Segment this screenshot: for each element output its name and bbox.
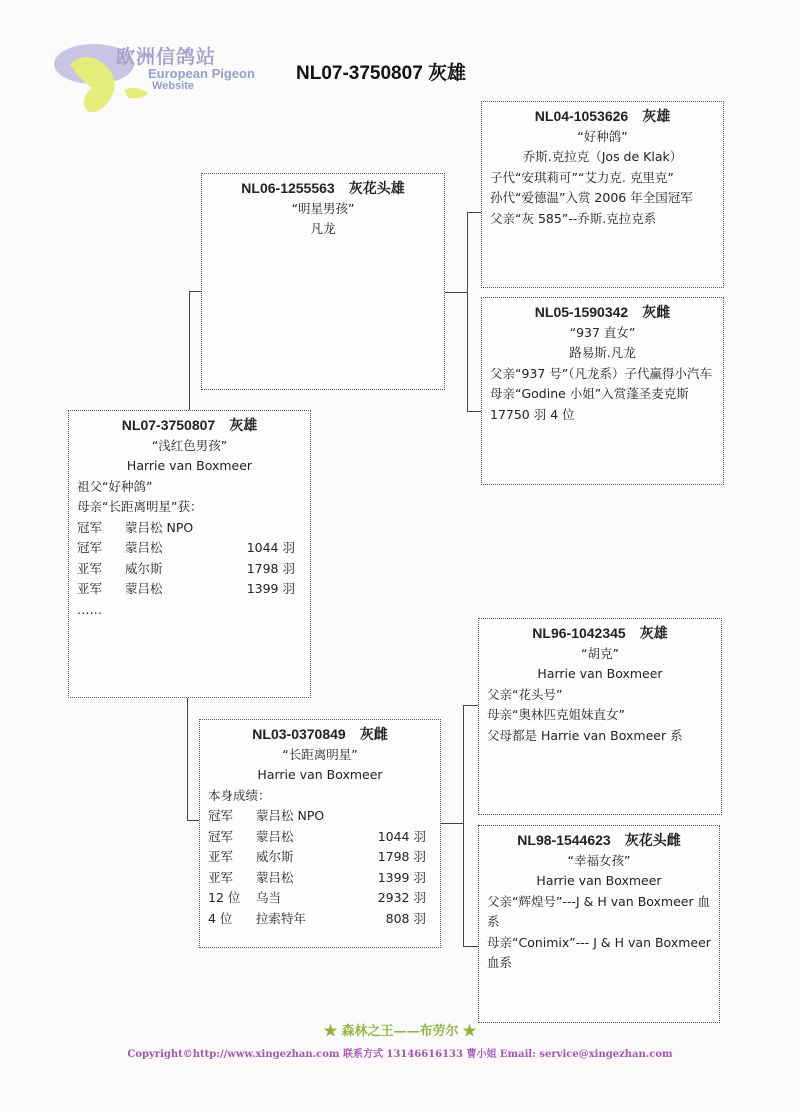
pedigree-box-sire-sire	[481, 101, 724, 288]
connector-subject-sire	[189, 291, 190, 411]
ring-number: NL07-3750807 灰雄	[121, 417, 258, 433]
bird-name: “胡克”	[581, 645, 619, 661]
result-row: 冠军 蒙吕松 1044 羽	[208, 828, 426, 844]
results-label: 本身成绩：	[208, 787, 271, 803]
connector-sire-sd	[467, 411, 481, 412]
result-row: 亚军 威尔斯 1798 羽	[208, 849, 426, 864]
result-row: 亚军 威尔斯 1798 羽	[77, 560, 295, 576]
bird-name: “浅红色男孩”	[151, 437, 228, 453]
bird-name: “好种鸽”	[577, 128, 628, 144]
connector-sire-v	[467, 212, 468, 412]
info-line: 父亲“花头号”	[487, 686, 563, 702]
result-row: 亚军 蒙吕松 1399 羽	[77, 581, 295, 596]
bird-name: “幸福女孩”	[567, 852, 631, 868]
ring-number: NL05-1590342 灰雌	[534, 304, 671, 320]
result-row: 冠军 蒙吕松 NPO	[208, 808, 325, 823]
info-line: 父母都是 Harrie van Boxmeer 系	[487, 727, 683, 743]
info-line: 父亲“灰 585”--乔斯.克拉克系	[490, 210, 657, 226]
pedigree-box-dam-dam	[478, 825, 720, 1023]
breeder: 路易斯.凡龙	[569, 345, 636, 360]
connector-dam-ds	[463, 705, 478, 706]
ring-number: NL03-0370849 灰雌	[252, 726, 388, 742]
result-row: 12 位 乌当 2932 羽	[208, 890, 426, 905]
bird-name: “明星男孩”	[291, 200, 355, 216]
info-line: 父亲“937 号”（凡龙系）子代赢得小汽车	[490, 365, 713, 381]
result-row: 亚军 蒙吕松 1399 羽	[208, 869, 426, 885]
breeder: Harrie van Boxmeer	[536, 873, 662, 888]
connector-subject-sire-h	[189, 291, 201, 292]
pedigree-box-subject	[68, 410, 311, 698]
logo-text-cn: 欧洲信鸽站	[116, 46, 217, 68]
breeder: Harrie van Boxmeer	[257, 767, 383, 782]
ring-number: NL06-1255563 灰花头雄	[241, 180, 405, 196]
footer-copyright: Copyright©http://www.xingezhan.com 联系方式 13146616133 曹小姐 Email: service@xingezhan.com	[127, 1049, 673, 1060]
bird-name: “长距离明星”	[282, 746, 358, 762]
footer-motto: ★ 森林之王——布劳尔 ★	[323, 1024, 477, 1039]
connector-dam-v	[463, 705, 464, 947]
result-row: 冠军 蒙吕松 NPO	[77, 519, 194, 535]
breeder: Harrie van Boxmeer	[537, 666, 663, 681]
breeder: 凡龙	[310, 221, 336, 236]
info-line: 祖父“好种鸽”	[77, 478, 153, 494]
info-line: 孙代“爱德温”入赏 2006 年全国冠军	[490, 190, 693, 205]
pedigree-box-dam	[199, 719, 441, 948]
pedigree-box-sire	[201, 173, 445, 390]
ring-number: NL98-1544623 灰花头雌	[517, 832, 681, 848]
connector-sire-ss	[467, 212, 481, 213]
info-line: 母亲“Conimix”--- J & H van Boxmeer 血系	[487, 934, 711, 970]
bird-name: “937 直女”	[569, 324, 636, 340]
result-row: 冠军 蒙吕松 1044 羽	[77, 540, 295, 555]
connector-subject-dam	[187, 698, 188, 820]
connector-sire-h	[445, 292, 467, 293]
logo-text-en-2: Website	[152, 80, 194, 92]
pedigree-box-sire-dam	[481, 297, 724, 485]
breeder: 乔斯.克拉克（Jos de Klak）	[522, 149, 683, 164]
breeder: Harrie van Boxmeer	[126, 458, 253, 473]
ring-number: NL96-1042345 灰雄	[532, 625, 668, 641]
info-line: 母亲“Godine 小姐”入赏蓬圣麦克斯 17750 羽 4 位	[490, 386, 689, 422]
logo-text-en: European Pigeon	[148, 66, 255, 81]
pedigree-box-dam-sire	[478, 618, 722, 815]
info-line: 父亲“辉煌号”---J & H van Boxmeer 血系	[487, 893, 711, 929]
info-line: 母亲“奥林匹克姐妹直女”	[487, 707, 625, 722]
result-row: 4 位 拉索特年 808 羽	[208, 910, 426, 926]
page-title: NL07-3750807 灰雄	[296, 63, 467, 84]
ring-number: NL04-1053626 灰雄	[534, 108, 671, 124]
connector-subject-dam-h	[187, 820, 199, 821]
connector-dam-h	[441, 823, 463, 824]
info-line: 母亲“长距离明星”获：	[77, 499, 203, 514]
connector-dam-dd	[463, 946, 478, 947]
info-line: 子代“安琪莉可”“艾力克. 克里克”	[490, 169, 674, 185]
ellipsis: ……	[77, 601, 102, 617]
